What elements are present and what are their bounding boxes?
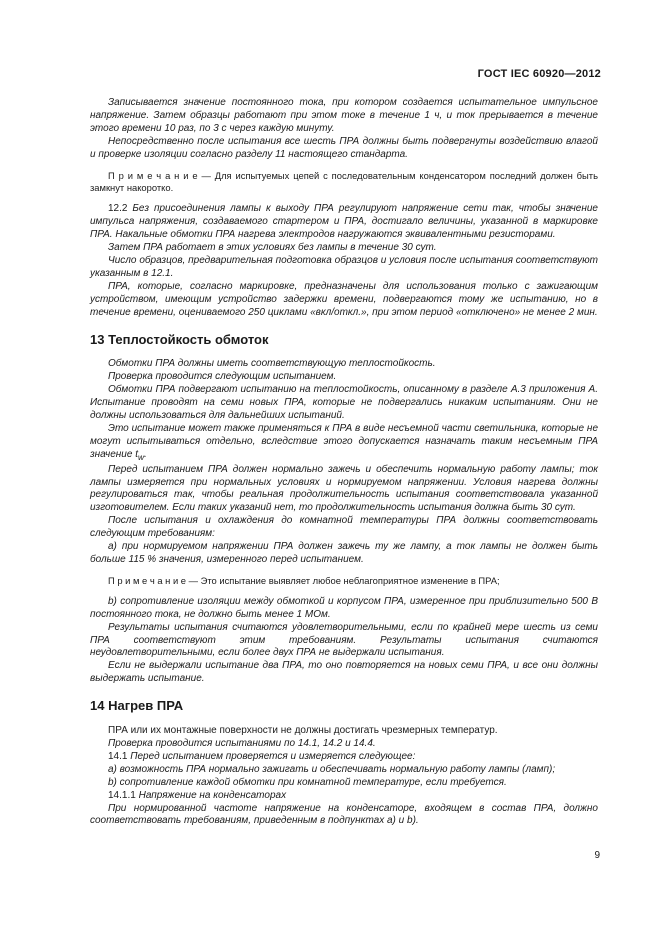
paragraph: ПРА, которые, согласно маркировке, предназначены для использования только с зажигающим устройством, имеющим устройство задержки времени, подвергаются тому же испытанию, но в течение времени, оцениваемого 250 циклами «вкл/откл.», при этом период «отключено» не менее 2 мин. xyxy=(90,280,598,318)
paragraph: Обмотки ПРА должны иметь соответствующую теплостойкость. xyxy=(108,358,436,370)
paragraph xyxy=(90,790,598,803)
clause-number: 12.2 xyxy=(108,203,133,215)
paragraph xyxy=(90,423,598,464)
section-heading: 13 Теплостойкость обмоток xyxy=(90,331,269,347)
note xyxy=(90,575,598,588)
paragraph: b) сопротивление изоляции между обмоткой и корпусом ПРА, измеренное при приблизительно 500 В постоянного тока, не должно быть менее 1 МОм. xyxy=(90,595,598,620)
paragraph: Проверка проводится испытаниями по 14.1, 14.2 и 14.4. xyxy=(108,737,376,749)
symbol: t xyxy=(135,448,138,460)
paragraph: Обмотки ПРА подвергают испытанию на теплостойкость, описанному в разделе А.3 приложения А. Испытание проводят на семи новых ПРА, которые не подвергались никаким испытаниям. Они не должны использоваться для дальнейших испытаний. xyxy=(90,384,598,422)
paragraph: а) возможность ПРА нормально зажигать и обеспечивать нормальную работу лампы (ламп); xyxy=(108,763,556,775)
paragraph: Затем ПРА работает в этих условиях без лампы в течение 30 сут. xyxy=(108,242,437,254)
note-text: — Для испытуемых цепей с последовательным конденсатором последний должен быть замкнут накоротко. xyxy=(90,169,598,194)
clause-number: 14.1.1 xyxy=(108,789,139,801)
paragraph: После испытания и охлаждения до комнатной температуры ПРА должны соответствовать следующим требованиям: xyxy=(90,515,598,540)
paragraph: Непосредственно после испытания все шесть ПРА должны быть подвергнуты воздействию влагой и проверке изоляции согласно разделу 11 настоящего стандарта. xyxy=(90,135,598,160)
paragraph: Число образцов, предварительная подготовка образцов и условия после испытания соответствуют указанным в 12.1. xyxy=(90,254,598,279)
paragraph: ПРА или их монтажные поверхности не должны достигать чрезмерных температур. xyxy=(108,725,498,737)
paragraph: b) сопротивление каждой обмотки при комнатной температуре, если требуется. xyxy=(108,776,507,788)
section-heading: 14 Нагрев ПРА xyxy=(90,698,184,714)
note xyxy=(90,170,598,196)
paragraph: Перед испытанием ПРА должен нормально зажечь и обеспечить нормальную работу лампы; ток лампы измеряется при нормальных условиях и нормируемом напряжении. Условия нагрева должны регулироваться так, чтобы реальная продолжительность испытания соответствовала указанной изготовителем. Если таких указаний нет, то продолжительность испытания должна быть 30 сут. xyxy=(90,463,598,514)
paragraph: Проверка проводится следующим испытанием. xyxy=(108,371,337,383)
note-label: П р и м е ч а н и е xyxy=(108,169,198,181)
note-label: П р и м е ч а н и е xyxy=(108,574,187,586)
standard-header: ГОСТ IEC 60920—2012 xyxy=(477,68,601,80)
paragraph: Если не выдержали испытание два ПРА, то оно повторяется на новых семи ПРА, и все они должны выдержать испытание. xyxy=(90,660,598,685)
subscript: w xyxy=(137,451,144,462)
text: Это испытание может также применяться к ПРА в виде несъемной части светильника, которые не могут испытываться отдельно, вследствие этого допускается назначать таким несъемным ПРА значение xyxy=(90,422,598,460)
clause-text: Напряжение на конденсаторах xyxy=(138,789,287,801)
clause-number: 14.1 xyxy=(108,750,131,762)
paragraph xyxy=(90,751,598,764)
paragraph xyxy=(90,203,598,242)
note-text: — Это испытание выявляет любое неблагоприятное изменение в ПРА; xyxy=(186,574,500,586)
document-body xyxy=(90,97,598,828)
paragraph: а) при нормируемом напряжении ПРА должен зажечь ту же лампу, а ток лампы не должен быть больше 115 % значения, измеренного перед испытанием. xyxy=(90,541,598,565)
paragraph: Результаты испытания считаются удовлетворительными, если по крайней мере шесть из семи ПРА соответствуют этим требованиям. Результаты испытания считаются неудовлетворительными, если более двух ПРА не выдержали испытания. xyxy=(90,621,598,659)
text: . xyxy=(143,448,147,460)
page-number: 9 xyxy=(594,850,600,861)
clause-text: Без присоединения лампы к выходу ПРА регулируют напряжение сети так, чтобы значение импульса напряжения, создаваемого стартером и ПРА, достигало величины, указанной в маркировке ПРА. Накальные обмотки ПРА нагрева электродов нагружаются эквивалентными резисторами. xyxy=(90,203,598,241)
clause-text: Перед испытанием проверяется и измеряется следующее: xyxy=(130,750,416,762)
paragraph: Записывается значение постоянного тока, при котором создается испытательное импульсное напряжение. Затем образцы работают при этом токе в течение 1 ч, и ток прерывается в течение этого времени 10 раз, по 3 с через каждую минуту. xyxy=(90,97,598,134)
paragraph: При нормированной частоте напряжение на конденсаторе, входящем в состав ПРА, должно соответствовать требованиям, приведенным в подпунктах а) и b). xyxy=(90,802,598,827)
